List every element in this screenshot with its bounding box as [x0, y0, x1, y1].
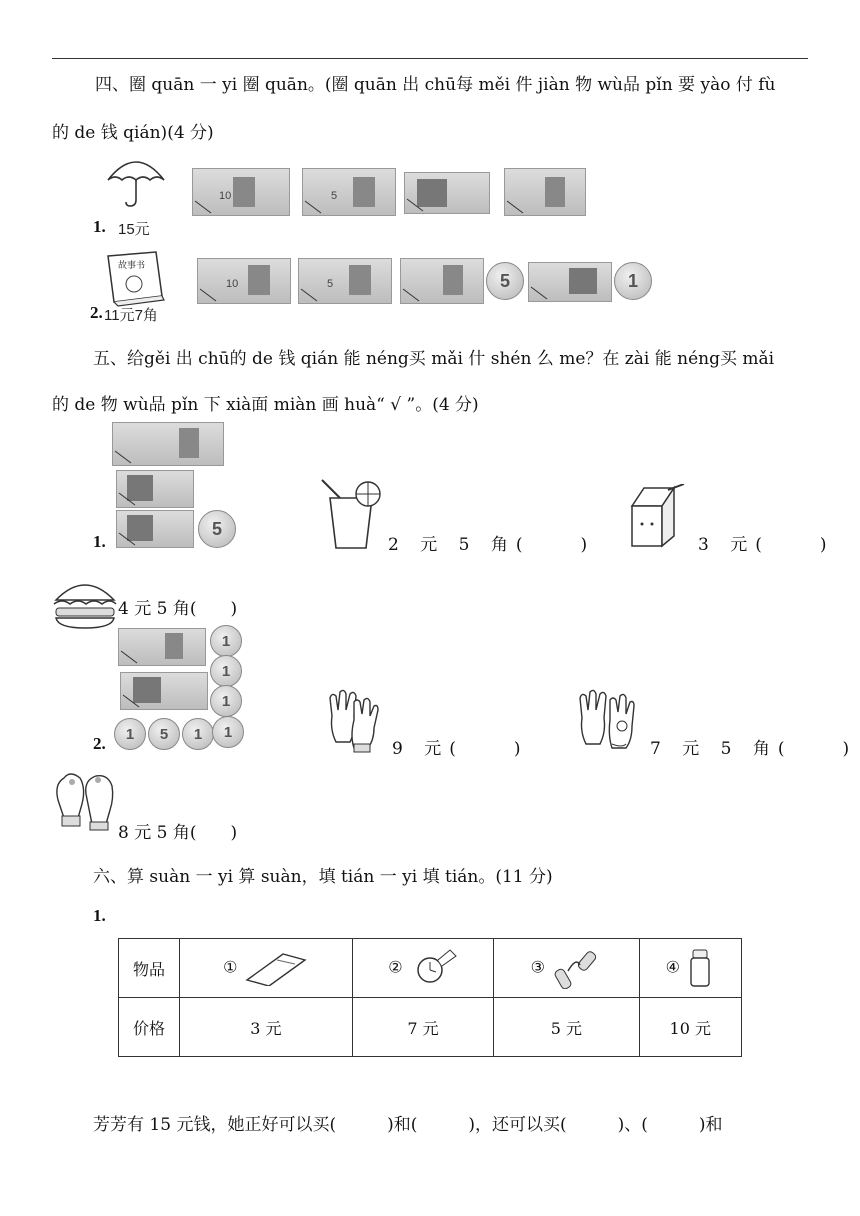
milk-price-answer[interactable]: 3 元( ) — [698, 535, 835, 555]
q4-2-number: 2. — [90, 303, 103, 322]
thermos-icon — [685, 946, 715, 990]
juice-icon — [318, 478, 382, 552]
banknote-5-jiao[interactable] — [116, 510, 194, 548]
item-3-marker: ③ — [530, 957, 545, 977]
coin-1-jiao[interactable]: 1 — [210, 655, 242, 687]
coin-1-jiao[interactable]: 1 — [212, 716, 244, 748]
section4-title-cont: 的 de 钱 qián)(4 分) — [52, 123, 214, 143]
banknote-1-jiao-style[interactable] — [404, 172, 490, 214]
coin-1-jiao[interactable]: 1 — [614, 262, 652, 300]
header-rule — [52, 58, 808, 59]
coin-5-jiao[interactable]: 5 — [198, 510, 236, 548]
table-cell-item-3 — [494, 939, 639, 998]
item-1-marker: ① — [223, 957, 238, 977]
coin-5-jiao[interactable]: 5 — [148, 718, 180, 750]
row-header-item: 物品 — [119, 939, 180, 998]
banknote-1[interactable] — [400, 258, 484, 304]
coin-1-jiao[interactable]: 1 — [210, 685, 242, 717]
banknote-1[interactable] — [504, 168, 586, 216]
storybook-label: 故事书 — [118, 261, 146, 271]
goods-price-table — [118, 938, 742, 1057]
item-2-marker: ② — [388, 957, 403, 977]
coin-1-jiao[interactable]: 1 — [210, 625, 242, 657]
storybook-icon — [100, 250, 168, 308]
coin-1-jiao[interactable]: 1 — [182, 718, 214, 750]
q4-1-price: 15元 — [118, 221, 150, 238]
milk-carton-icon — [628, 484, 690, 550]
banknote-5[interactable] — [298, 258, 392, 304]
flower-gloves-price-answer[interactable]: 7 元 5 角( ) — [650, 739, 858, 759]
notebook-icon — [243, 950, 309, 986]
flower-gloves-icon — [576, 686, 644, 754]
burger-icon — [50, 576, 120, 630]
coin-1-jiao[interactable]: 1 — [114, 718, 146, 750]
q5-1-number: 1. — [93, 532, 106, 551]
umbrella-icon — [104, 150, 168, 210]
banknote-5-jiao[interactable] — [120, 672, 208, 710]
q6-1-number: 1. — [93, 906, 106, 925]
burger-price-answer[interactable]: 4 元 5 角( ) — [118, 599, 238, 619]
price-cell-3: 5 元 — [494, 998, 639, 1057]
price-cell-1: 3 元 — [180, 998, 353, 1057]
svg-text:5: 5 — [327, 278, 334, 290]
table-cell-item-2 — [352, 939, 493, 998]
item-4-marker: ④ — [665, 957, 680, 977]
banknote-1[interactable] — [112, 422, 224, 466]
mittens-icon — [52, 764, 122, 832]
section6-title: 六、算 suàn 一 yi 算 suàn，填 tián 一 yi 填 tián。(11 分) — [93, 867, 553, 887]
table-row-prices — [119, 998, 742, 1057]
banknote-1-jiao[interactable] — [528, 262, 612, 302]
coin-5-jiao[interactable]: 5 — [486, 262, 524, 300]
gloves-icon — [324, 686, 386, 754]
banknote-5-jiao[interactable] — [116, 470, 194, 508]
svg-text:10: 10 — [226, 278, 239, 290]
svg-text:10: 10 — [219, 190, 232, 202]
q6-1-sentence[interactable]: 芳芳有 15 元钱，她正好可以买( )和( )，还可以买( )、( )和 — [93, 1115, 723, 1135]
mittens-price-answer[interactable]: 8 元 5 角( ) — [118, 823, 238, 843]
section5-title-cont: 的 de 物 wù品 pǐn 下 xià面 miàn 画 huà“ √ ”。(4 分) — [52, 395, 479, 415]
hand-grip-icon — [550, 947, 602, 989]
section5-title: 五、给gěi 出 chū的 de 钱 qián 能 néng买 mǎi 什 shén 么 me？在 zài 能 néng买 mǎi — [93, 349, 775, 369]
q4-1-number: 1. — [93, 217, 106, 236]
q5-2-number: 2. — [93, 734, 106, 753]
juice-price-answer[interactable]: 2 元 5 角( ) — [388, 535, 596, 555]
row-header-price: 价格 — [119, 998, 180, 1057]
banknote-10[interactable] — [192, 168, 290, 216]
banknote-1[interactable] — [118, 628, 206, 666]
table-row-items — [119, 939, 742, 998]
q4-2-price: 11元7角 — [104, 307, 158, 324]
banknote-10[interactable] — [197, 258, 291, 304]
svg-text:5: 5 — [331, 190, 338, 202]
table-cell-item-4 — [639, 939, 741, 998]
price-cell-2: 7 元 — [352, 998, 493, 1057]
watch-icon — [408, 948, 458, 988]
gloves-price-answer[interactable]: 9 元( ) — [392, 739, 529, 759]
price-cell-4: 10 元 — [639, 998, 741, 1057]
table-cell-item-1 — [180, 939, 353, 998]
section4-title: 四、圈 quān 一 yi 圈 quān。(圈 quān 出 chū每 měi 件 jiàn 物 wù品 pǐn 要 yào 付 fù — [95, 75, 776, 95]
banknote-5[interactable] — [302, 168, 396, 216]
